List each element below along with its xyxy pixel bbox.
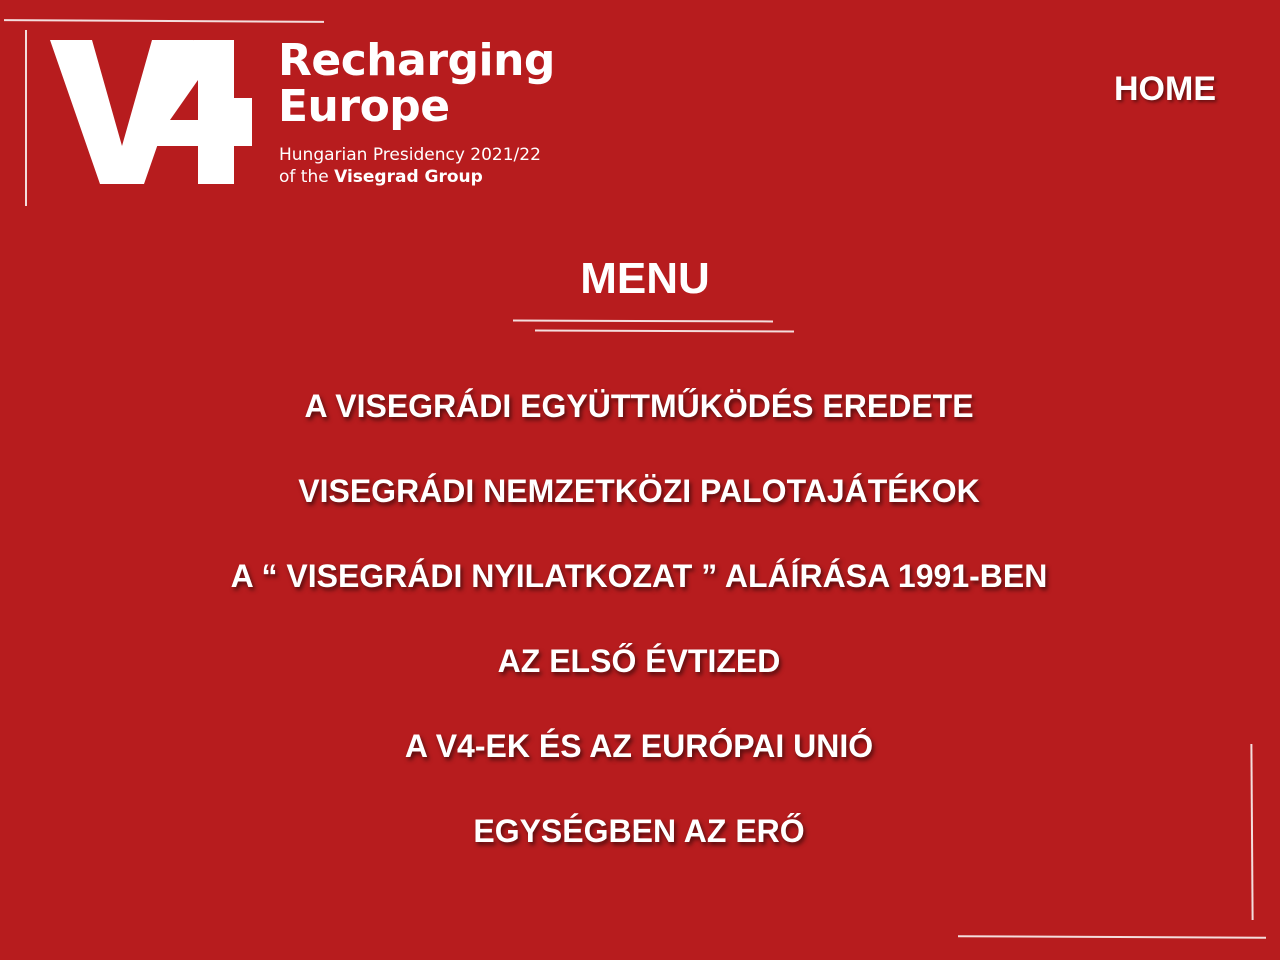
menu-list-item [0, 720, 1278, 805]
menu-item-v4-ek-es-az-europai-unio[interactable]: A V4-EK ÉS AZ EURÓPAI UNIÓ [404, 728, 874, 764]
menu-title-underline-lower [535, 330, 794, 333]
logo-subtitle [279, 144, 541, 188]
menu-list-item [0, 635, 1278, 720]
logo-subtitle-prefix: of the [279, 167, 335, 187]
logo-subtitle-line1: Hungarian Presidency 2021/22 [279, 145, 541, 165]
v4-logo-mark-icon [48, 38, 258, 188]
menu-title-underline-upper [513, 320, 773, 323]
menu-item-egysegben-az-ero[interactable]: EGYSÉGBEN AZ ERŐ [473, 813, 805, 849]
logo-title-line2: Europe [278, 81, 450, 132]
menu-list-item [0, 465, 1278, 550]
logo-subtitle-bold: Visegrad Group [334, 167, 483, 187]
menu-item-az-elso-evtized[interactable]: AZ ELSŐ ÉVTIZED [497, 643, 781, 679]
menu-title: MENU [580, 254, 710, 303]
menu-item-visegradi-nyilatkozat-alairasa[interactable]: A “ VISEGRÁDI NYILATKOZAT ” ALÁÍRÁSA 1991-BEN [230, 558, 1048, 594]
menu-item-visegradi-egyuttmukodes-eredete[interactable]: A VISEGRÁDI EGYÜTTMŰKÖDÉS EREDETE [304, 388, 974, 424]
logo-subtitle-line2 [279, 166, 541, 188]
menu-list-item [0, 550, 1278, 635]
frame-line-top-left-horizontal [4, 19, 324, 23]
home-link[interactable]: HOME [1114, 70, 1216, 108]
logo-title [278, 35, 555, 132]
v4-logo [48, 35, 578, 198]
logo-title-line1: Recharging [278, 35, 555, 86]
menu-item-visegradi-nemzetkozi-palotajatekok[interactable]: VISEGRÁDI NEMZETKÖZI PALOTAJÁTÉKOK [298, 473, 980, 509]
menu-list [0, 380, 1278, 890]
frame-line-top-left-vertical [25, 30, 27, 206]
menu-list-item [0, 380, 1278, 465]
menu-list-item [0, 805, 1278, 890]
frame-line-bottom-right-horizontal [958, 935, 1266, 939]
